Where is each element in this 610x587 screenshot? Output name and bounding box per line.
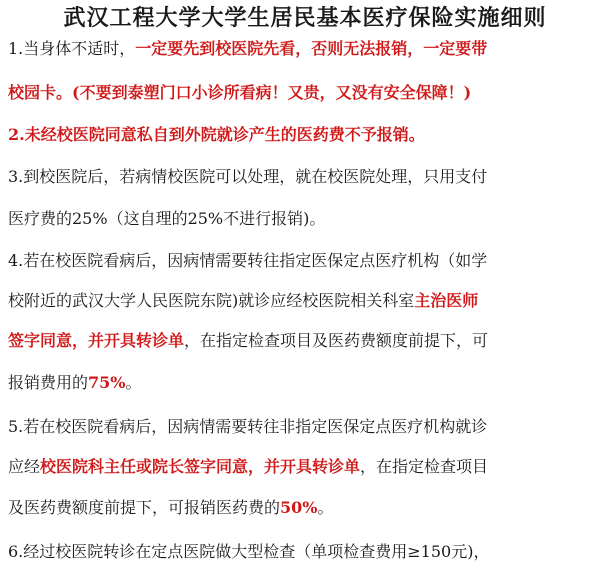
item-4-line-3-text: ，在指定检查项目及医药费额度前提下，可 xyxy=(184,331,489,350)
item-5-line-2-end: ，在指定检查项目 xyxy=(360,457,489,476)
item-4-line-4 xyxy=(8,372,142,394)
item-5-line-1: 5.若在校医院看病后，因病情需要转往非指定医保定点医疗机构就诊 xyxy=(8,417,488,436)
item-5-percentage: 50% xyxy=(280,498,318,517)
item-4-line-4-end: 。 xyxy=(125,373,142,392)
item-5-line-3 xyxy=(8,497,334,519)
item-5-line-2-emphasis: 校医院科主任或院长签字同意，并开具转诊单 xyxy=(40,457,361,476)
item-5-line-3-text: 及医药费额度前提下，可报销医药费的 xyxy=(8,498,281,517)
item-2-line-1: 2.未经校医院同意私自到外院就诊产生的医药费不予报销。 xyxy=(8,125,425,144)
document-title: 武汉工程大学大学生居民基本医疗保险实施细则 xyxy=(63,5,547,31)
item-3-line-2: 医疗费的25%（这自理的25%不进行报销)。 xyxy=(8,209,326,228)
item-4-line-2-emphasis: 主治医师 xyxy=(414,291,479,310)
item-1-emphasis-2: 校园卡。(不要到泰塑门口小诊所看病！又贵，又没有安全保障！) xyxy=(8,83,472,102)
item-1-prefix: 1.当身体不适时， xyxy=(8,39,136,58)
item-5-line-2 xyxy=(8,456,488,478)
item-1-line-2 xyxy=(8,82,471,104)
item-5-line-2-text: 应经 xyxy=(8,457,41,476)
item-5-line-3-end: 。 xyxy=(317,498,334,517)
item-1-emphasis-1: 一定要先到校医院先看，否则无法报销，一定要带 xyxy=(135,39,488,58)
item-4-line-3-emphasis: 签字同意，并开具转诊单 xyxy=(8,331,185,350)
item-4-line-2 xyxy=(8,290,478,312)
item-4-percentage: 75% xyxy=(88,373,126,392)
item-4-line-2-text: 校附近的武汉大学人民医院东院)就诊应经校医院相关科室 xyxy=(8,291,415,310)
item-6-line-1: 6.经过校医院转诊在定点医院做大型检查（单项检查费用≥150元)， xyxy=(8,542,490,561)
item-4-line-3 xyxy=(8,330,488,352)
item-3-line-1: 3.到校医院后，若病情校医院可以处理，就在校医院处理，只用支付 xyxy=(8,167,488,186)
item-1-line-1 xyxy=(8,38,487,60)
item-4-line-4-text: 报销费用的 xyxy=(8,373,89,392)
item-4-line-1: 4.若在校医院看病后，因病情需要转往指定医保定点医疗机构（如学 xyxy=(8,251,488,270)
